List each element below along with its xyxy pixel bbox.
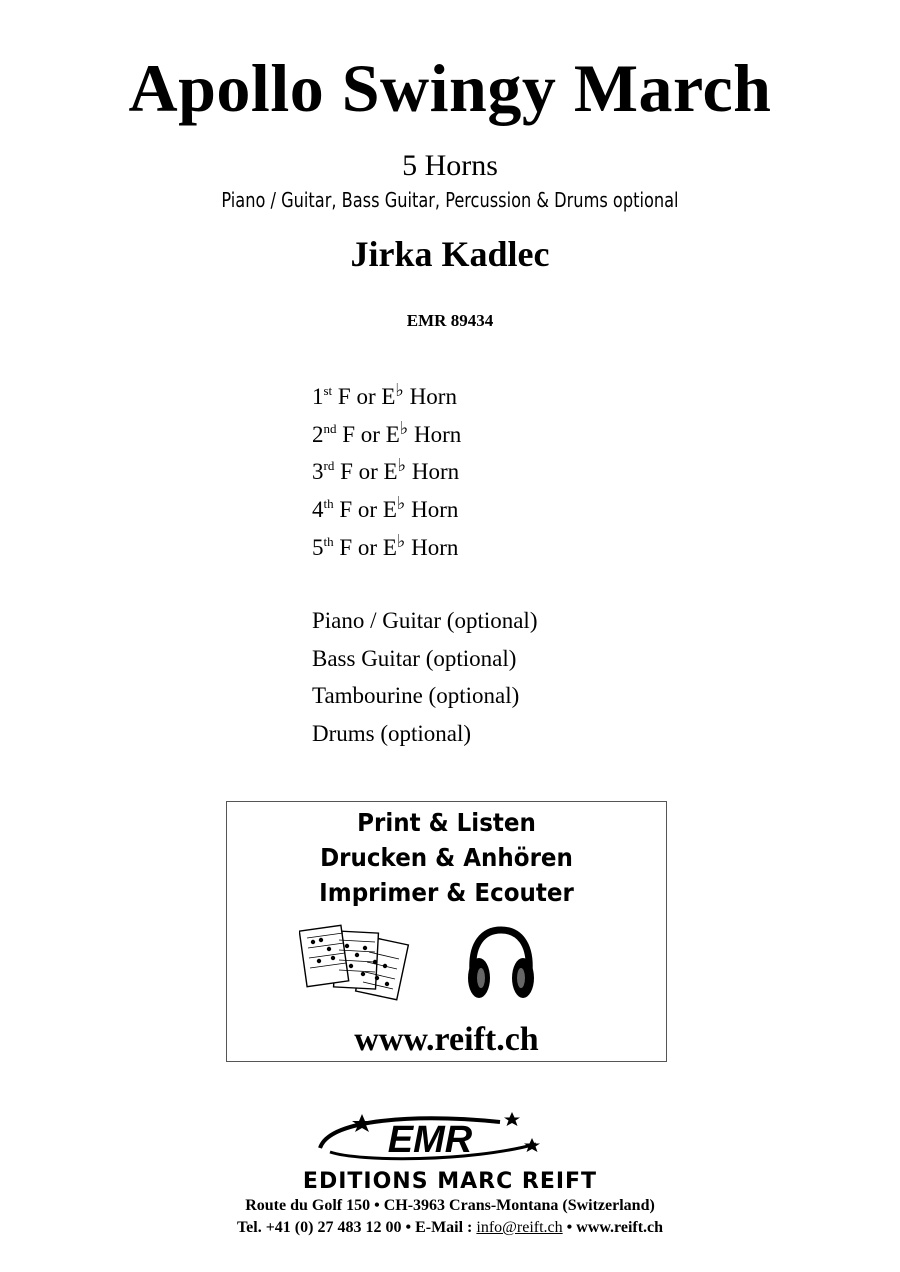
part-line: 3rd F or E♭ Horn bbox=[312, 455, 460, 485]
flat-icon: ♭ bbox=[399, 417, 409, 439]
composer-name: Jirka Kadlec bbox=[350, 234, 550, 274]
optional-part: Bass Guitar (optional) bbox=[312, 645, 517, 671]
sheet-music-icon bbox=[299, 922, 413, 1002]
part-line: 2nd F or E♭ Horn bbox=[312, 417, 462, 447]
score-title: Apollo Swingy March bbox=[128, 50, 772, 126]
ensemble-subtitle: 5 Horns bbox=[402, 149, 498, 182]
optional-part: Tambourine (optional) bbox=[312, 683, 520, 709]
optional-parts-list bbox=[312, 602, 538, 753]
contact-phone: Tel. +41 (0) 27 483 12 00 • E-Mail : bbox=[236, 1219, 477, 1236]
promo-line-de: Drucken & Anhören bbox=[320, 843, 573, 872]
headphones-icon bbox=[465, 924, 537, 1004]
email-link[interactable]: info@reift.ch bbox=[476, 1219, 563, 1236]
optional-part: Drums (optional) bbox=[312, 721, 472, 747]
optional-part: Piano / Guitar (optional) bbox=[312, 608, 538, 633]
flat-icon: ♭ bbox=[396, 493, 406, 515]
part-line: 4th F or E♭ Horn bbox=[312, 493, 459, 523]
contact-web: • www.reift.ch bbox=[562, 1219, 664, 1236]
flat-icon: ♭ bbox=[395, 380, 404, 401]
horn-parts-list bbox=[312, 378, 461, 566]
flat-icon: ♭ bbox=[396, 530, 406, 552]
publisher-contact bbox=[0, 1218, 900, 1238]
catalog-number: EMR 89434 bbox=[406, 311, 494, 330]
emr-logo bbox=[300, 1108, 560, 1168]
logo-text: EMR bbox=[387, 1119, 473, 1161]
print-listen-box bbox=[226, 801, 667, 1062]
website-link[interactable]: www.reift.ch bbox=[354, 1021, 539, 1058]
promo-line-fr: Imprimer & Ecouter bbox=[319, 878, 574, 907]
publisher-address: Route du Golf 150 • CH-3963 Crans-Montana (Switzerland) bbox=[245, 1197, 655, 1214]
instrumentation-line: Piano / Guitar, Bass Guitar, Percussion & Drums optional bbox=[221, 188, 679, 212]
part-line: 5th F or E♭ Horn bbox=[312, 530, 459, 560]
publisher-name: EDITIONS MARC REIFT bbox=[302, 1169, 598, 1194]
part-line: 1st F or E♭ Horn bbox=[312, 380, 457, 409]
flat-icon: ♭ bbox=[397, 455, 407, 477]
promo-line-en: Print & Listen bbox=[357, 808, 536, 837]
